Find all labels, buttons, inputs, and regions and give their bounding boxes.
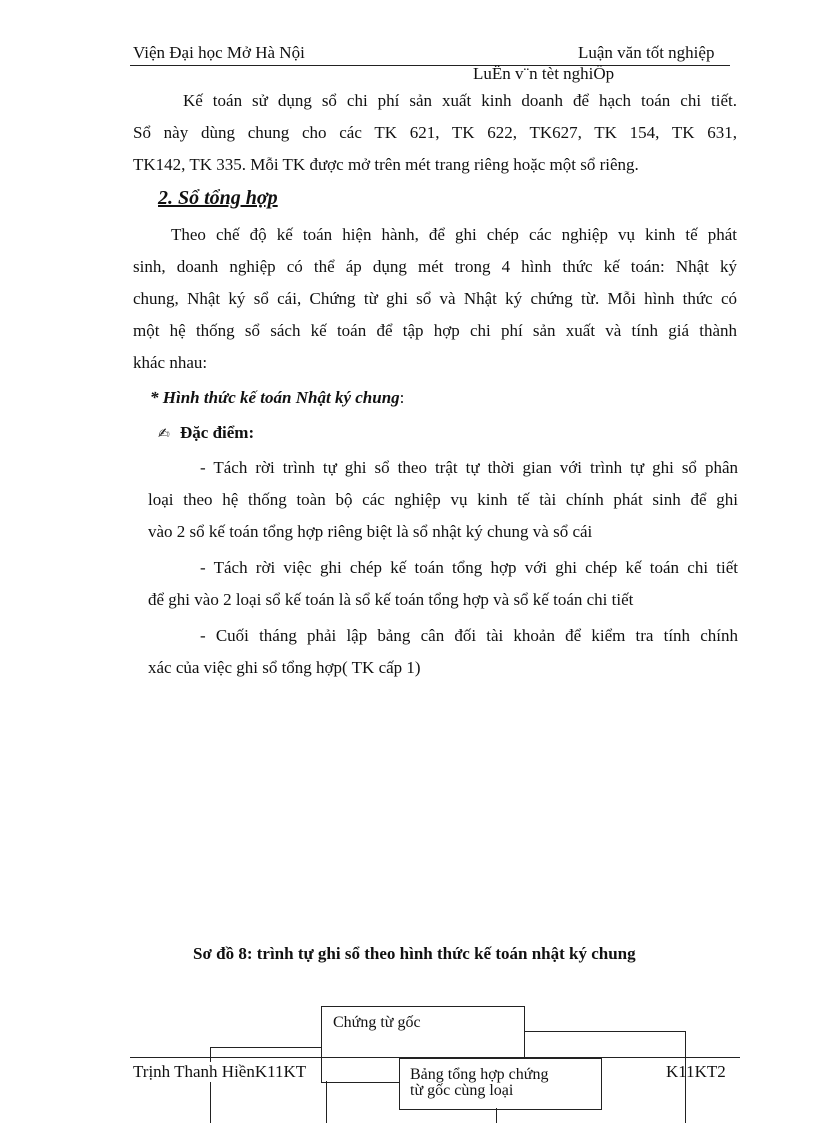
form-heading-text: * Hình thức kế toán Nhật ký chung (150, 388, 400, 407)
paragraph-line: TK142, TK 335. Mỗi TK được mở trên mét trang riêng hoặc một sổ riêng. (133, 155, 639, 174)
header-right: Luận văn tốt nghiệp (578, 43, 715, 62)
box-summary-label-2: từ gốc cùng loại (410, 1082, 514, 1099)
paragraph-intro (133, 85, 737, 181)
paragraph-line: khác nhau: (133, 353, 208, 372)
section-heading: 2. Sổ tổng hợp (158, 187, 278, 209)
feature-bullet (148, 552, 738, 616)
paragraph-line: - Cuối tháng phải lập bảng cân đối tài khoản để kiểm tra tính chính (200, 626, 738, 645)
features-title: Đặc điểm: (180, 423, 255, 442)
paragraph-line: Kế toán sử dụng sổ chi phí sản xuất kinh doanh để hạch toán chi tiết. (183, 91, 737, 110)
feature-bullet (148, 452, 738, 548)
paragraph-line: Theo chế độ kế toán hiện hành, để ghi chép các nghiệp vụ kinh tế phát (171, 225, 737, 244)
diagram-title: Sơ đồ 8: trình tự ghi sổ theo hình thức kế toán nhật ký chung (193, 944, 636, 963)
paragraph-line: một hệ thống sổ sách kế toán để tập hợp chi phí sản xuất và tính giá thành (133, 321, 737, 340)
box-source-documents-label: Chứng từ gốc (333, 1014, 421, 1031)
paragraph-line: để ghi vào 2 loại sổ kế toán là sổ kế toán tổng hợp và sổ kế toán chi tiết (148, 590, 634, 609)
form-heading (150, 388, 404, 408)
paragraph-forms (133, 219, 737, 379)
paragraph-line: xác của việc ghi sổ tổng hợp( TK cấp 1) (148, 658, 421, 677)
paragraph-line: Sổ này dùng chung cho các TK 621, TK 622, TK627, TK 154, TK 631, (133, 123, 737, 142)
footer-left: Trịnh Thanh HiềnK11KT (133, 1062, 307, 1081)
connector-line (210, 1047, 211, 1123)
form-heading-colon: : (399, 388, 405, 407)
paragraph-line: loại theo hệ thống toàn bộ các nghiệp vụ kinh tế tài chính phát sinh để ghi (148, 490, 738, 509)
paragraph-line: vào 2 sổ kế toán tổng hợp riêng biệt là sổ nhật ký chung và sổ cái (148, 522, 593, 541)
connector-line (496, 1108, 497, 1123)
footer-right: K11KT2 (666, 1062, 726, 1081)
header-left: Viện Đại học Mở Hà Nội (133, 43, 305, 62)
paragraph-line: - Tách rời trình tự ghi sổ theo trật tự thời gian với trình tự ghi sổ phân (200, 458, 738, 477)
paragraph-line: sinh, doanh nghiệp có thể áp dụng mét trong 4 hình thức kế toán: Nhật ký (133, 257, 737, 276)
header-rule (130, 65, 730, 66)
connector-line (524, 1031, 685, 1032)
connector-line (210, 1047, 321, 1048)
connector-line (326, 1081, 327, 1123)
header-sub: LuËn v¨n tèt nghiÖp (473, 64, 615, 83)
features-heading (158, 423, 254, 443)
paragraph-line: chung, Nhật ký sổ cái, Chứng từ ghi sổ và Nhật ký chứng từ. Mỗi hình thức có (133, 289, 737, 308)
box-summary-label-1: Bảng tổng hợp chứng (410, 1066, 549, 1083)
paragraph-line: - Tách rời việc ghi chép kế toán tổng hợp với ghi chép kế toán chi tiết (200, 558, 738, 577)
feature-bullet (148, 620, 738, 684)
writing-hand-icon: ✍ (158, 426, 170, 442)
